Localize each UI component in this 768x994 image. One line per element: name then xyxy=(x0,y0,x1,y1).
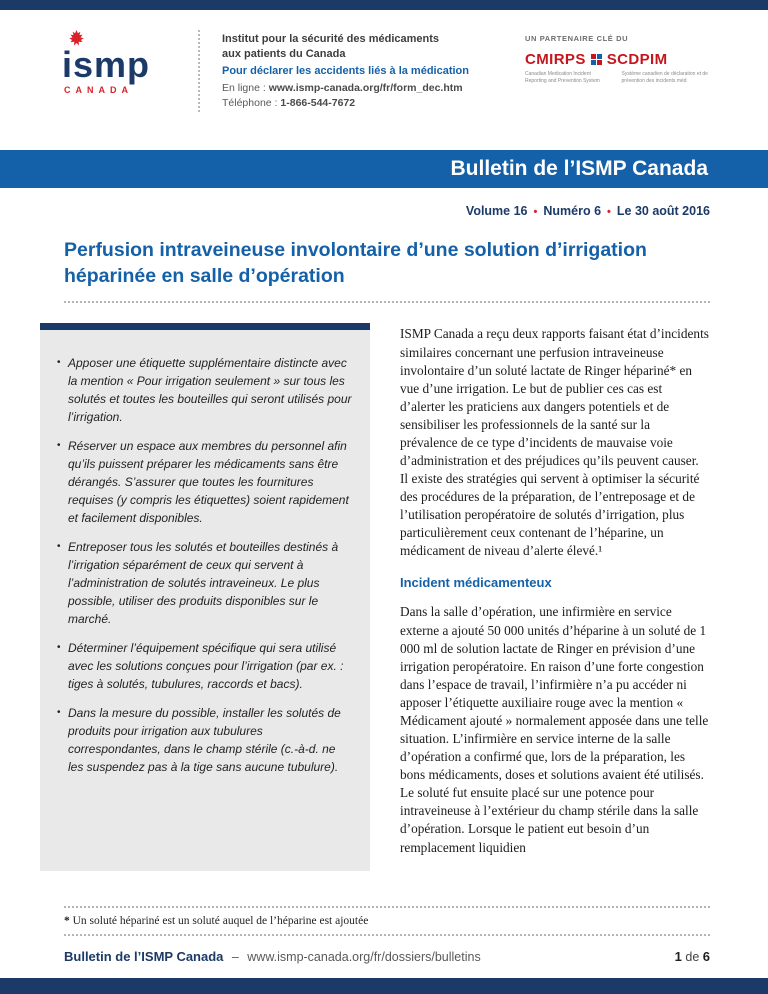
phone-label: Téléphone : xyxy=(222,97,278,109)
report-incident-line: Pour déclarer les accidents liés à la médication xyxy=(222,65,470,78)
report-form-link[interactable]: www.ismp-canada.org/fr/form_dec.htm xyxy=(268,81,463,94)
online-label: En ligne : xyxy=(222,81,266,94)
issue-date: Le 30 août 2016 xyxy=(616,204,710,218)
incident-paragraph: Dans la salle d’opération, une infirmière en service externe a ajouté 50 000 unités d’héparine à un soluté de 1 000 ml de solution lactate de Ringer en prévision d’une irrigation peropératoire. En raison d’une forte congestion dans l’espace de travail, l’infirmière n’a pu accéder ni apposer l’étiquette auxiliaire rouge avec la mention « Médicament ajouté » normalement apposée dans une telle situation. L’infirmière en service interne de la salle d’opération a confirmé que, lors de la préparation, les bons médicaments, doses et solutions avaient été utilisés. Le soluté fut ensuite placé sur une potence pour intraveineuse à l’extérieur du champ stérile dans la salle d’opération. Lorsque le patient eut besoin d’un remplacement liquidien xyxy=(400,604,709,855)
recommendations-sidebar xyxy=(40,323,370,871)
list-item: • Apposer une étiquette supplémentaire distincte avec la mention « Pour irrigation seulement » sur tous les solutés et toutes les bouteilles qui seront utilisés pour l’irrigation. xyxy=(56,354,352,426)
footnote-text: Un soluté hépariné est un soluté auquel de l’héparine est ajoutée xyxy=(72,915,369,927)
page-total: 6 xyxy=(702,949,710,964)
list-item: • Déterminer l’équipement spécifique qui sera utilisé avec les solutions conçues pour l’irrigation (par ex. : tiges à solutés, tubulures, raccords et bacs). xyxy=(56,639,352,693)
cmirps-caption: Canadian Medication Incident Reporting and Prevention System xyxy=(525,71,600,84)
issue-volume: Volume 16 xyxy=(465,204,528,218)
partner-label: UN PARTENAIRE CLÉ DU xyxy=(525,34,629,43)
top-border-bar xyxy=(0,0,768,10)
ismp-logo xyxy=(62,30,180,95)
footnote-bottom-dotted-divider xyxy=(64,934,710,936)
phone-number: 1-866-544-7672 xyxy=(280,97,356,109)
partner-logos xyxy=(525,51,710,68)
cmirps-logo: CMIRPS xyxy=(525,51,586,68)
page-number xyxy=(675,949,710,964)
section-heading-incident: Incident médicamenteux xyxy=(400,575,552,591)
bulletin-banner xyxy=(0,150,768,188)
list-item: • Entreposer tous les solutés et bouteilles destinés à l’irrigation séparément de ceux qui servent à l’administration de solutés intraveineux. Le plus possible, utiliser des produits disponibles sur le marché. xyxy=(56,538,352,628)
footnote-marker: * xyxy=(64,915,70,927)
online-line xyxy=(222,81,469,95)
partner-block xyxy=(525,30,710,84)
intro-paragraph: ISMP Canada a reçu deux rapports faisant état d’incidents similaires concernant une perfusion intraveineuse involontaire d’un soluté lactate de Ringer hépariné* en vue d’une irrigation. Le but de publier ces cas est d’alerter les praticiens aux dangers potentiels et de sensibiliser les professionnels de la santé sur la prévalence de ce type d’incidents de mauvaise voie d’administration et des préjudices qu’ils peuvent causer. Il existe des stratégies qui servent à optimiser la sécurité des procédures de la préparation, de l’entreposage et de l’utilisation peropératoire de solutés d’irrigation, plus particulièrement ceux contenant de l’héparine, un médicament de niveau d’alerte élevé.¹ xyxy=(400,326,709,559)
issue-separator-icon: • xyxy=(607,206,611,218)
contact-block xyxy=(222,30,469,110)
scdpim-caption: Système canadien de déclaration et de prévention des incidents méd xyxy=(621,71,708,84)
header-vertical-divider xyxy=(198,30,200,112)
logo-wordmark: ismp xyxy=(62,44,151,85)
title-dotted-divider xyxy=(64,301,710,303)
page-of-label: de xyxy=(685,950,700,964)
partner-captions xyxy=(525,71,710,84)
page-current: 1 xyxy=(674,949,682,964)
cmirps-scdpim-checker-icon xyxy=(591,54,602,65)
footnote-top-dotted-divider xyxy=(64,906,710,908)
footer-dash: – xyxy=(231,950,239,964)
institute-name-line1: Institut pour la sécurité des médicaments xyxy=(222,33,440,45)
list-item: • Dans la mesure du possible, installer les solutés de produits pour irrigation aux tubulures correspondantes, dans le champ stérile (c.-à-d. ne les suspendez pas à la tige sans aucune tubulure). xyxy=(56,704,352,776)
issue-info-line xyxy=(0,204,768,218)
footer-left xyxy=(64,948,481,966)
footer-bulletin-title: Bulletin de l’ISMP Canada xyxy=(64,949,224,964)
content-columns xyxy=(40,323,710,871)
article-body xyxy=(400,323,710,856)
header xyxy=(0,10,768,150)
issue-separator-icon: • xyxy=(533,206,538,218)
phone-line xyxy=(222,96,469,110)
footnote xyxy=(64,915,710,927)
institute-name-line2: aux patients du Canada xyxy=(222,48,346,61)
recommendations-list xyxy=(56,354,352,776)
page-footer xyxy=(0,906,768,994)
article-title: Perfusion intraveineuse involontaire d’une solution d’irrigation héparinée en salle d’opération xyxy=(64,239,647,287)
scdpim-logo: SCDPIM xyxy=(606,51,668,68)
footer-row xyxy=(64,948,710,966)
bottom-border-bar xyxy=(0,978,768,994)
logo-country: CANADA xyxy=(64,85,133,96)
footer-bulletins-link[interactable]: www.ismp-canada.org/fr/dossiers/bulletins xyxy=(247,950,481,964)
list-item: • Réserver un espace aux membres du personnel afin qu’ils puissent préparer les médicaments sans être dérangés. S’assurer que toutes les fournitures requises (y compris les étiquettes) soient rapidement et facilement disponibles. xyxy=(56,437,352,527)
bulletin-banner-title: Bulletin de l’ISMP Canada xyxy=(450,157,708,180)
issue-number: Numéro 6 xyxy=(543,204,602,218)
